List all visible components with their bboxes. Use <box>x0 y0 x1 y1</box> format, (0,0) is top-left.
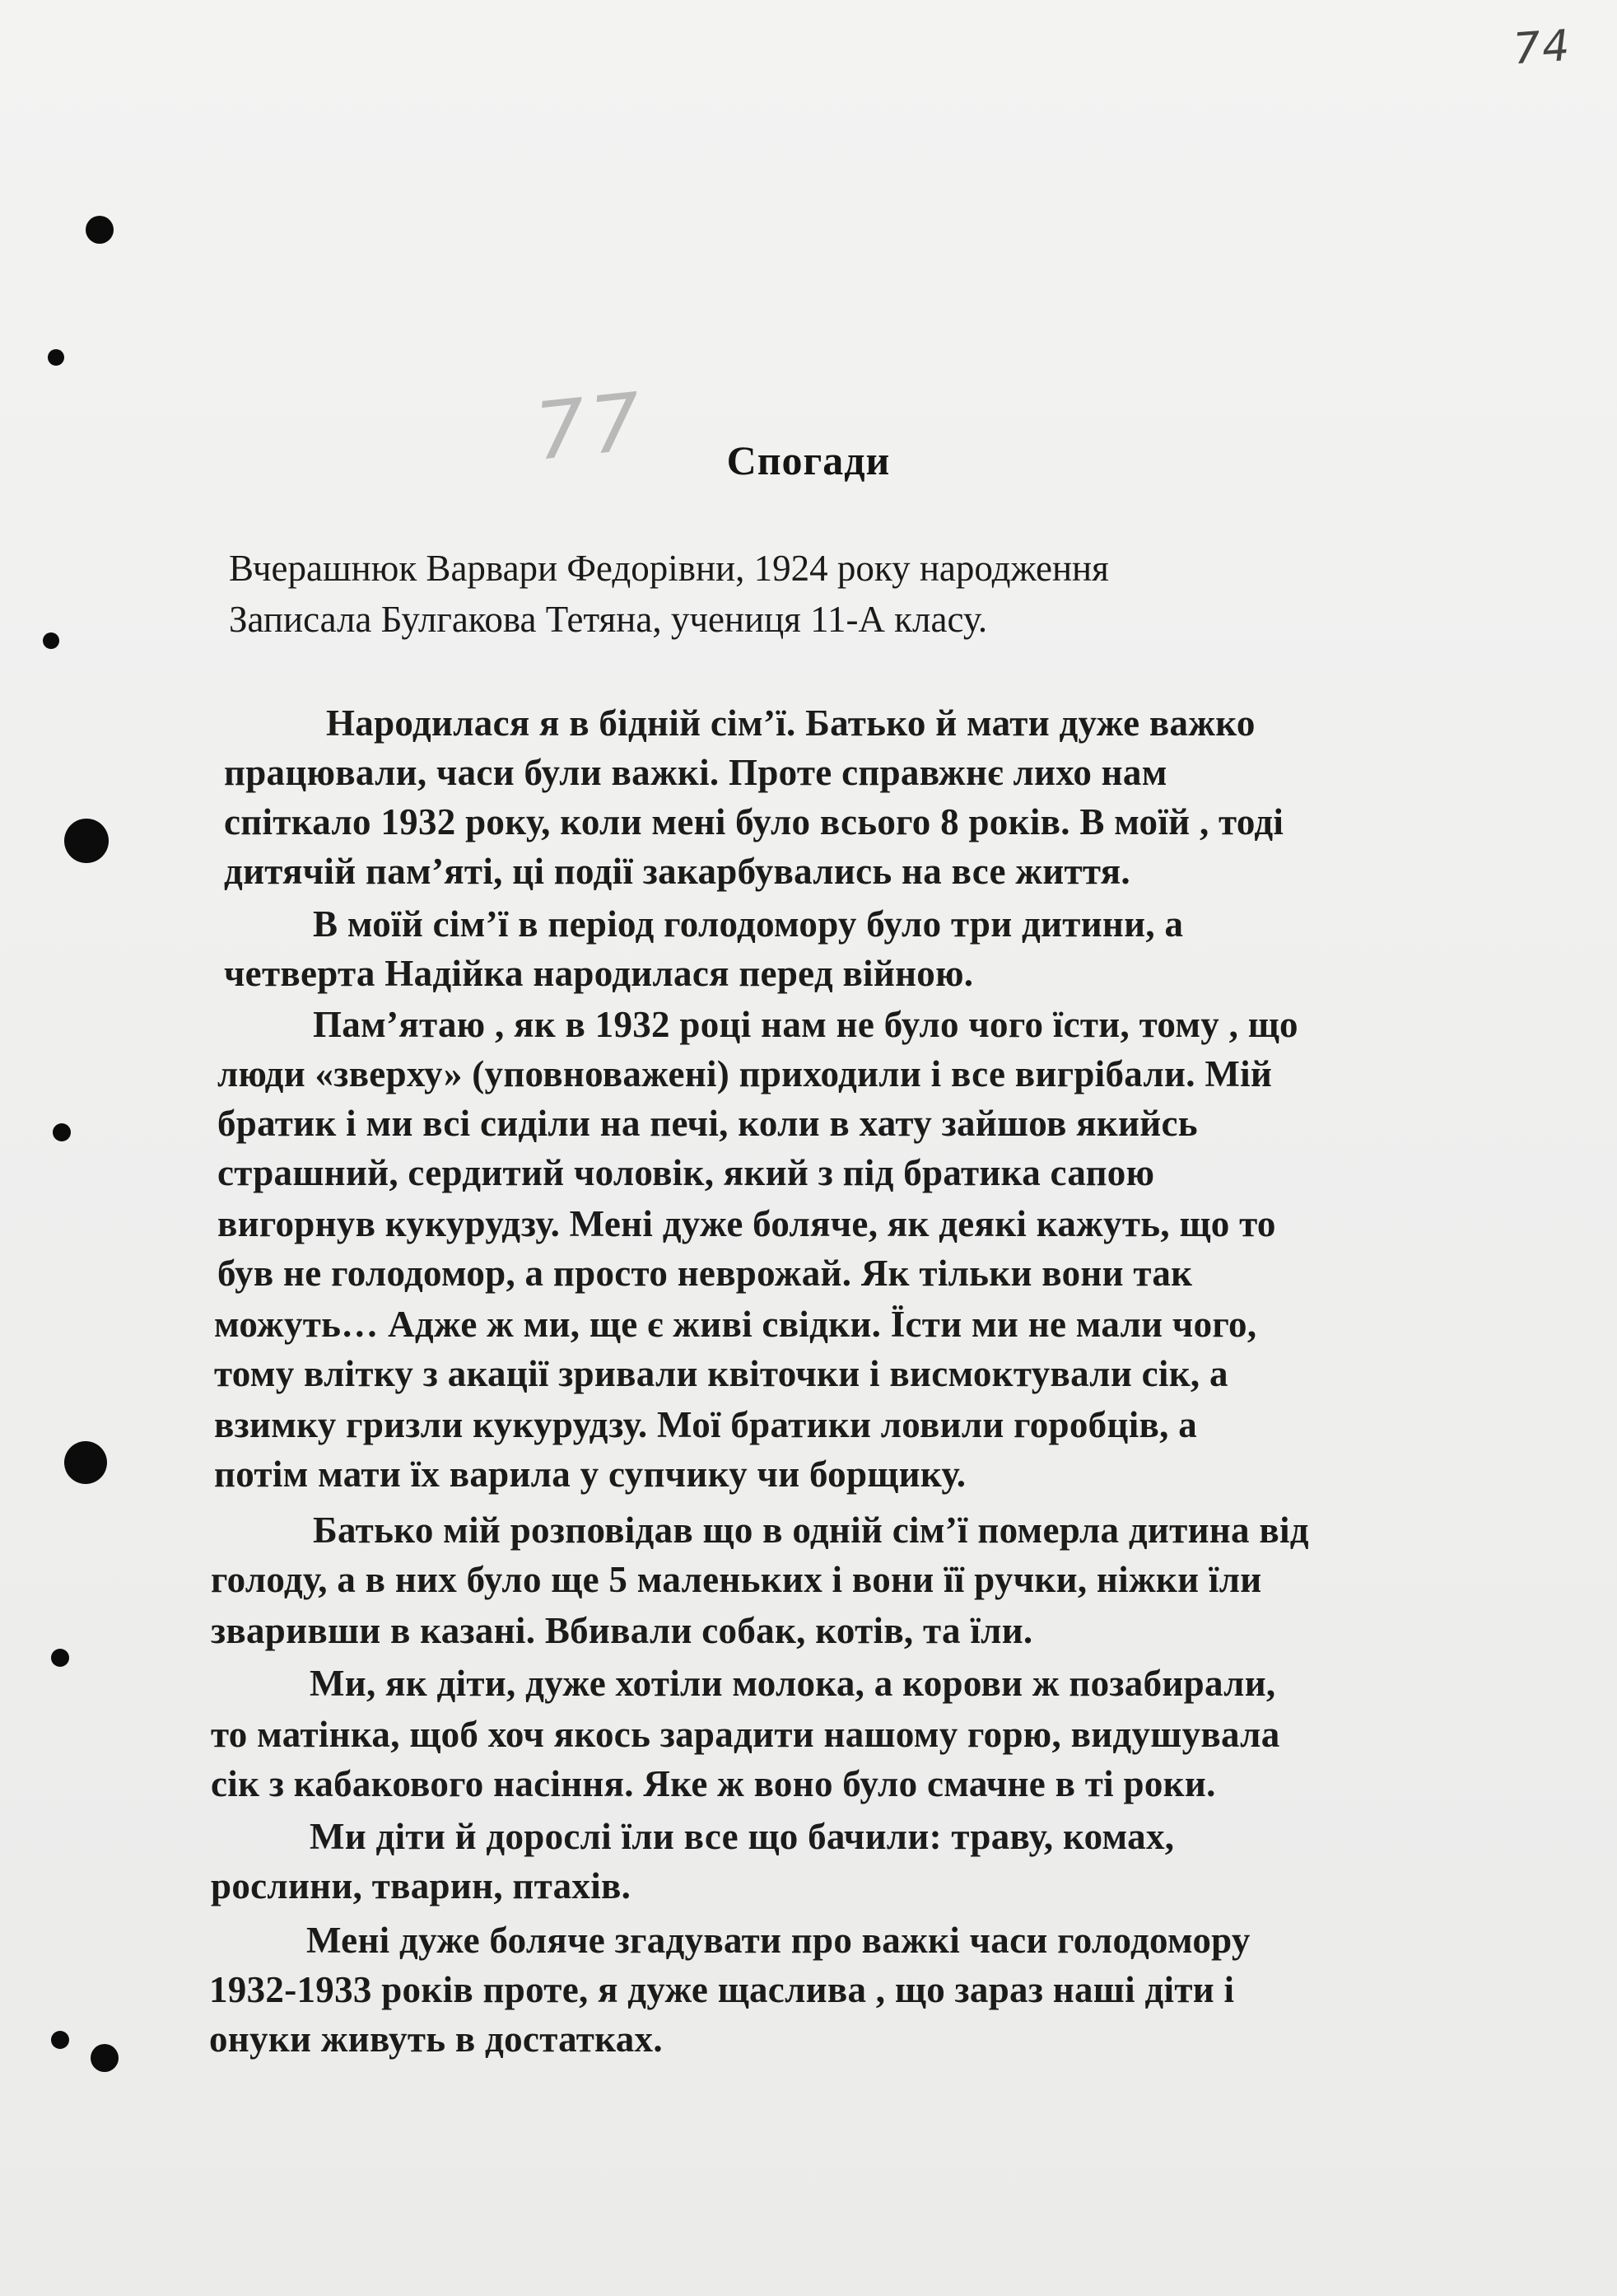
text-line: Батько мій розповідав що в одній сім’ї померла дитина від <box>313 1510 1309 1551</box>
pencil-mark: 77 <box>530 375 650 478</box>
punch-hole-icon <box>43 632 59 649</box>
text-line: то матінка, щоб хоч якось зарадити нашому горю, видушувала <box>211 1714 1280 1755</box>
text-line: дитячій пам’яті, ці події закарбувались на все життя. <box>224 851 1130 892</box>
text-line: Ми діти й дорослі їли все що бачили: траву, комах, <box>310 1816 1175 1857</box>
text-line: Ми, як діти, дуже хотіли молока, а корови ж позабирали, <box>310 1663 1276 1704</box>
text-line: онуки живуть в достатках. <box>209 2018 663 2060</box>
text-line: взимку гризли кукурудзу. Мої братики ловили горобців, а <box>214 1404 1198 1445</box>
header-line: Вчерашнюк Варвари Федорівни, 1924 року народження <box>229 548 1109 589</box>
punch-hole-icon <box>51 1649 69 1667</box>
text-line: Мені дуже боляче згадувати про важкі часи голодомору <box>306 1920 1251 1961</box>
header-line: Записала Булгакова Тетяна, учениця 11-А класу. <box>229 599 988 640</box>
text-line: був не голодомор, а просто неврожай. Як тільки вони так <box>217 1253 1193 1294</box>
text-line: Народилася я в бідній сім’ї. Батько й мати дуже важко <box>326 702 1256 744</box>
text-line: В моїй сім’ї в період голодомору було три дитини, а <box>313 903 1184 945</box>
punch-hole-icon <box>64 1441 107 1484</box>
punch-hole-icon <box>91 2044 119 2072</box>
text-line: 1932-1933 років проте, я дуже щаслива , що зараз наші діти і <box>209 1969 1235 2010</box>
text-line: сік з кабакового насіння. Яке ж воно було смачне в ті роки. <box>211 1763 1216 1804</box>
punch-hole-icon <box>64 819 109 863</box>
punch-hole-icon <box>86 216 114 244</box>
text-line: четверта Надійка народилася перед війною. <box>224 953 974 994</box>
text-line: спіткало 1932 року, коли мені було всього 8 років. В моїй , тоді <box>224 801 1284 842</box>
text-line: голоду, а в них було ще 5 маленьких і вони її ручки, ніжки їли <box>211 1559 1262 1600</box>
punch-hole-icon <box>48 349 64 366</box>
page-number: 74 <box>1511 21 1573 75</box>
punch-hole-icon <box>53 1123 71 1141</box>
text-line: братик і ми всі сиділи на печі, коли в хату зайшов якийсь <box>217 1103 1198 1144</box>
text-line: страшний, сердитий чоловік, який з під братика сапою <box>217 1152 1155 1193</box>
text-line: зваривши в казані. Вбивали собак, котів, та їли. <box>211 1610 1033 1651</box>
text-line: вигорнув кукурудзу. Мені дуже боляче, як деякі кажуть, що то <box>217 1203 1276 1244</box>
document-title: Спогади <box>726 437 891 483</box>
text-line: люди «зверху» (уповноважені) приходили і все вигрібали. Мій <box>217 1053 1273 1094</box>
text-line: можуть… Адже ж ми, ще є живі свідки. Їсти ми не мали чого, <box>214 1304 1257 1345</box>
text-line: потім мати їх варила у супчику чи борщику. <box>214 1454 967 1495</box>
text-line: тому влітку з акації зривали квіточки і висмоктували сік, а <box>214 1353 1228 1394</box>
punch-hole-icon <box>51 2031 69 2049</box>
text-line: працювали, часи були важкі. Проте справжнє лихо нам <box>224 752 1167 793</box>
text-line: рослини, тварин, птахів. <box>211 1865 631 1906</box>
text-line: Пам’ятаю , як в 1932 році нам не було чого їсти, тому , що <box>313 1004 1298 1045</box>
